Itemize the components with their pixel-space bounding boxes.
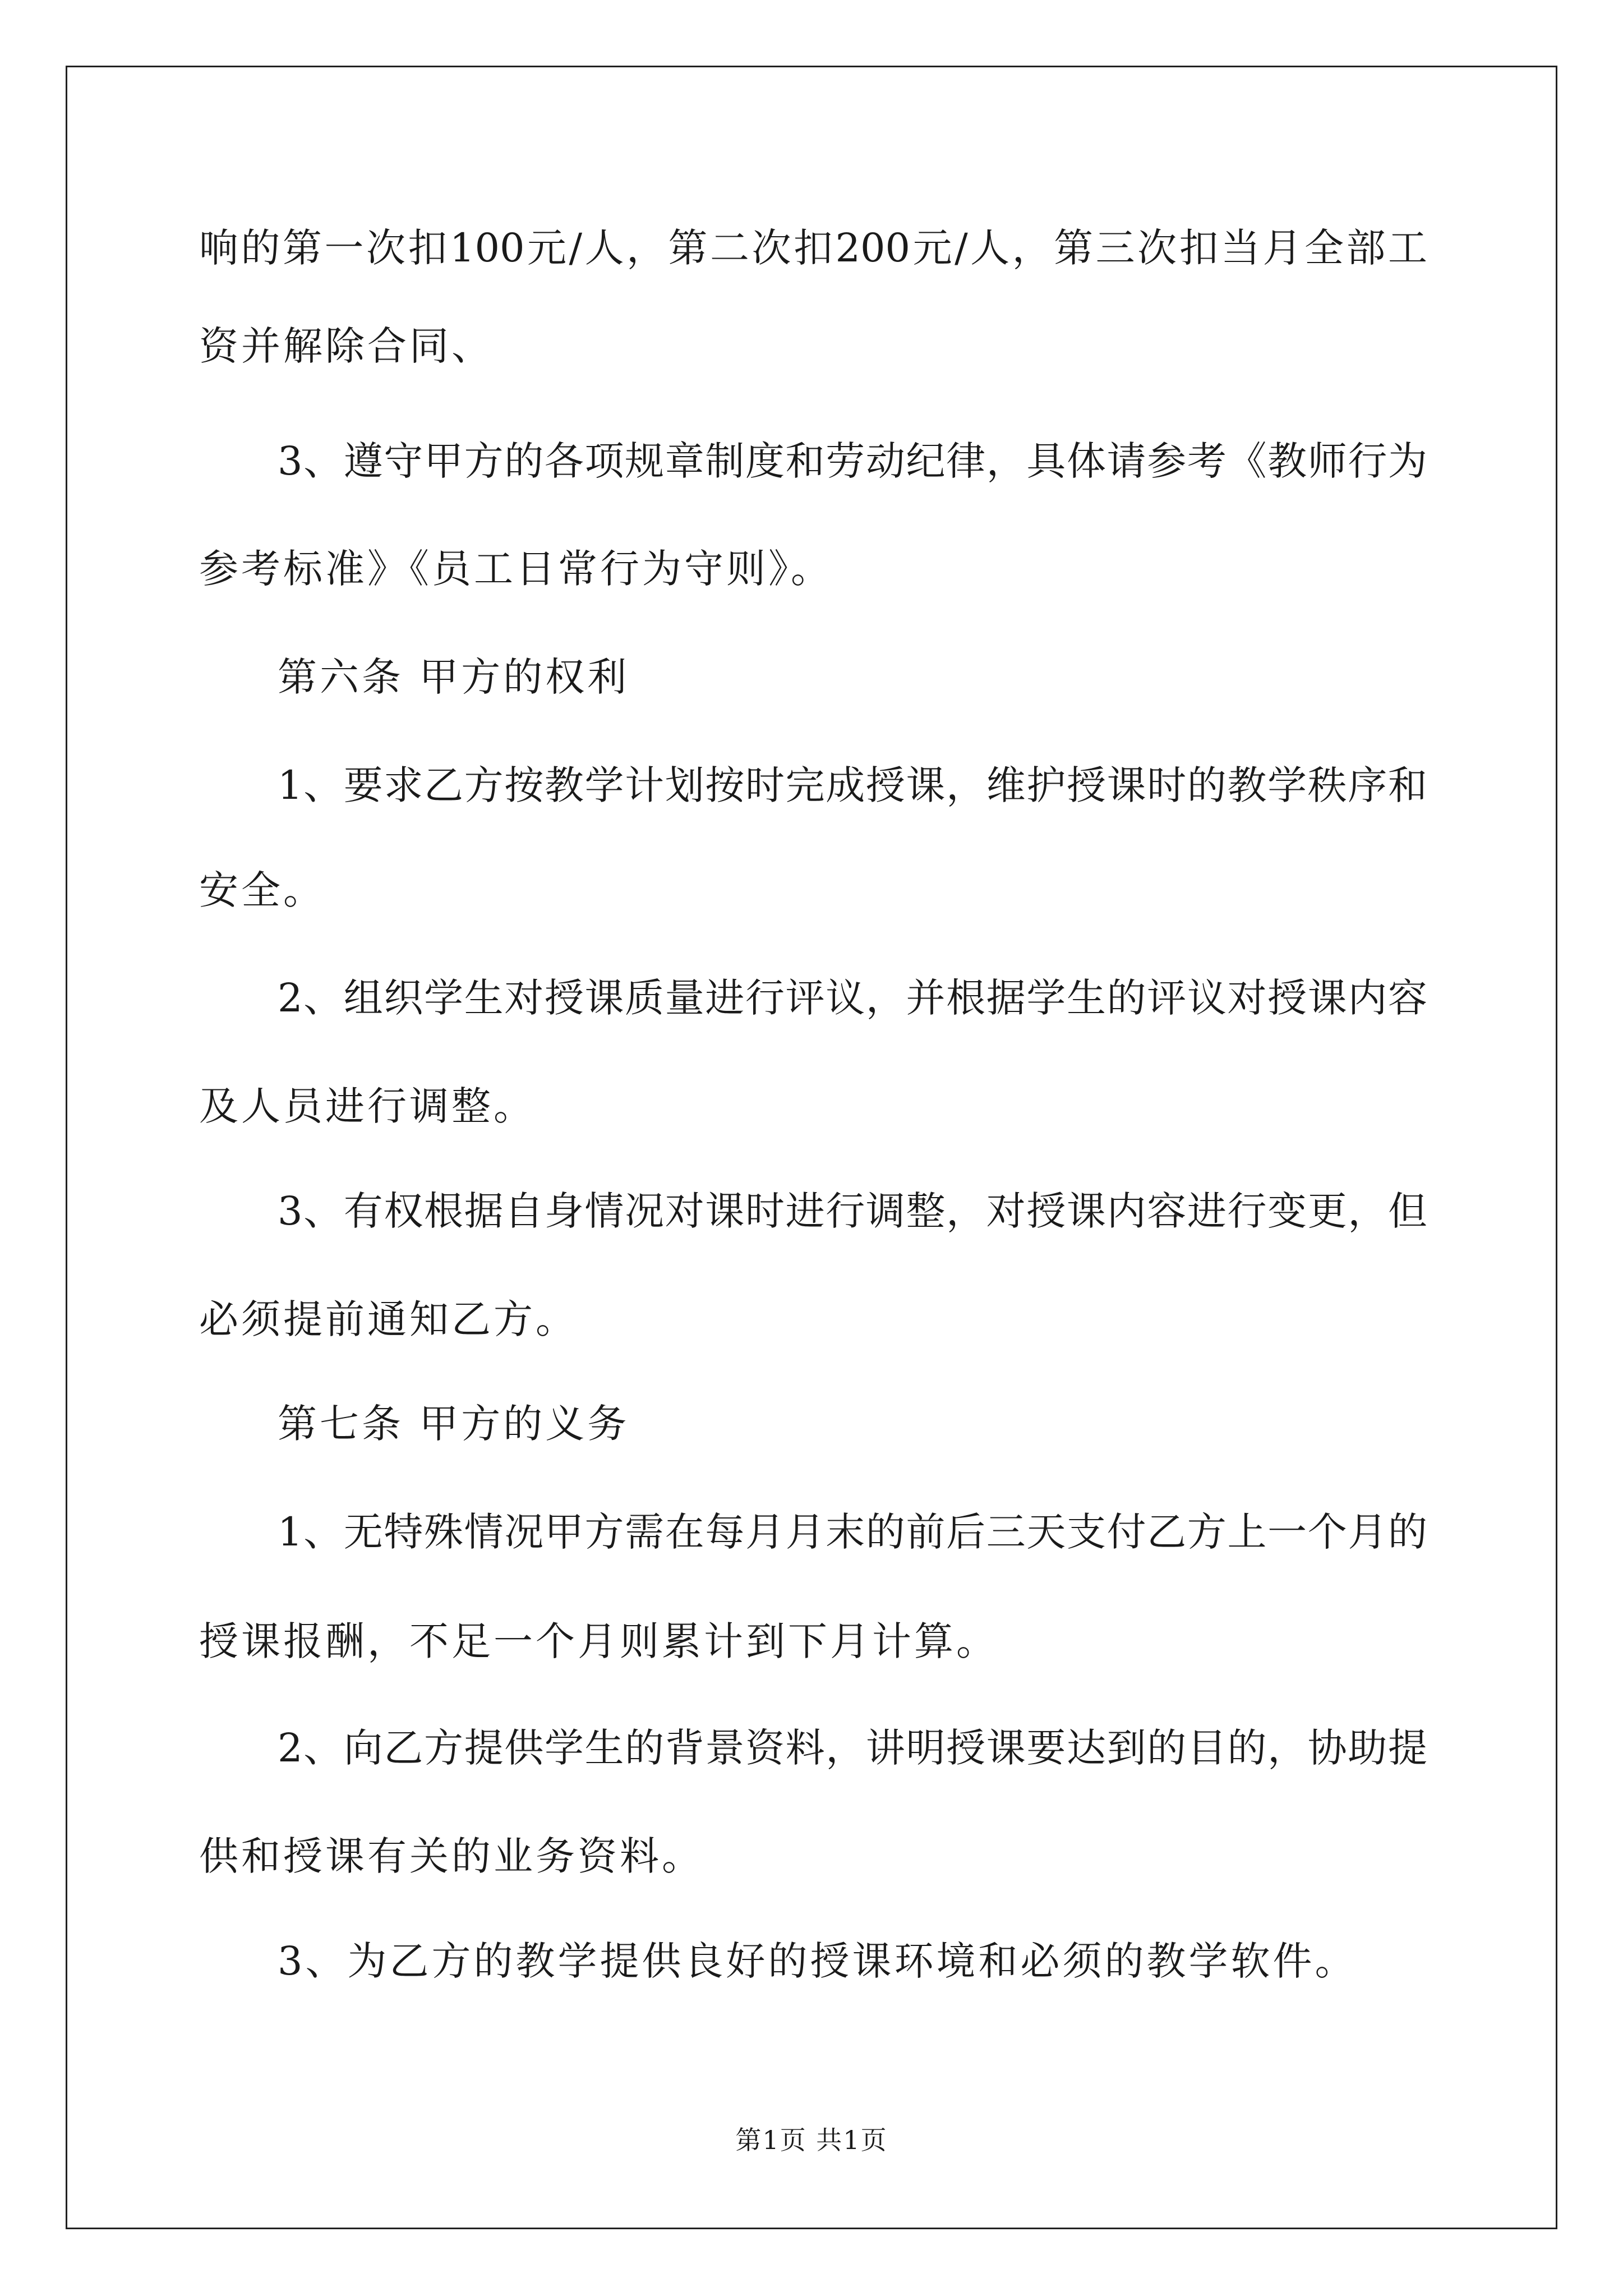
text-line: 1、无特殊情况甲方需在每月月末的前后三天支付乙方上一个月的: [278, 1509, 1427, 1555]
text-line: 资并解除合同、: [199, 323, 494, 369]
text-line: 3、有权根据自身情况对课时进行调整，对授课内容进行变更，但: [278, 1188, 1427, 1234]
text-line: 响的第一次扣100元/人，第二次扣200元/人，第三次扣当月全部工: [199, 225, 1427, 271]
text-line: 3、遵守甲方的各项规章制度和劳动纪律，具体请参考《教师行为: [278, 438, 1427, 484]
text-line: 安全。: [199, 867, 325, 913]
text-line: 2、组织学生对授课质量进行评议，并根据学生的评议对授课内容: [278, 975, 1427, 1021]
text-line: 授课报酬，不足一个月则累计到下月计算。: [199, 1618, 998, 1664]
text-line: 3、为乙方的教学提供良好的授课环境和必须的教学软件。: [278, 1938, 1357, 1984]
page-footer: 第1页 共1页: [735, 2125, 888, 2155]
text-line: 2、向乙方提供学生的背景资料，讲明授课要达到的目的，协助提: [278, 1725, 1427, 1771]
text-line: 供和授课有关的业务资料。: [199, 1833, 704, 1879]
text-line: 参考标准》《员工日常行为守则》。: [199, 546, 833, 592]
text-line: 必须提前通知乙方。: [199, 1296, 578, 1342]
text-line: 及人员进行调整。: [199, 1083, 536, 1129]
section-heading: 第七条 甲方的义务: [278, 1401, 630, 1447]
section-heading: 第六条 甲方的权利: [278, 654, 630, 700]
text-line: 1、要求乙方按教学计划按时完成授课，维护授课时的教学秩序和: [278, 762, 1427, 808]
page-border: [66, 66, 1557, 2229]
